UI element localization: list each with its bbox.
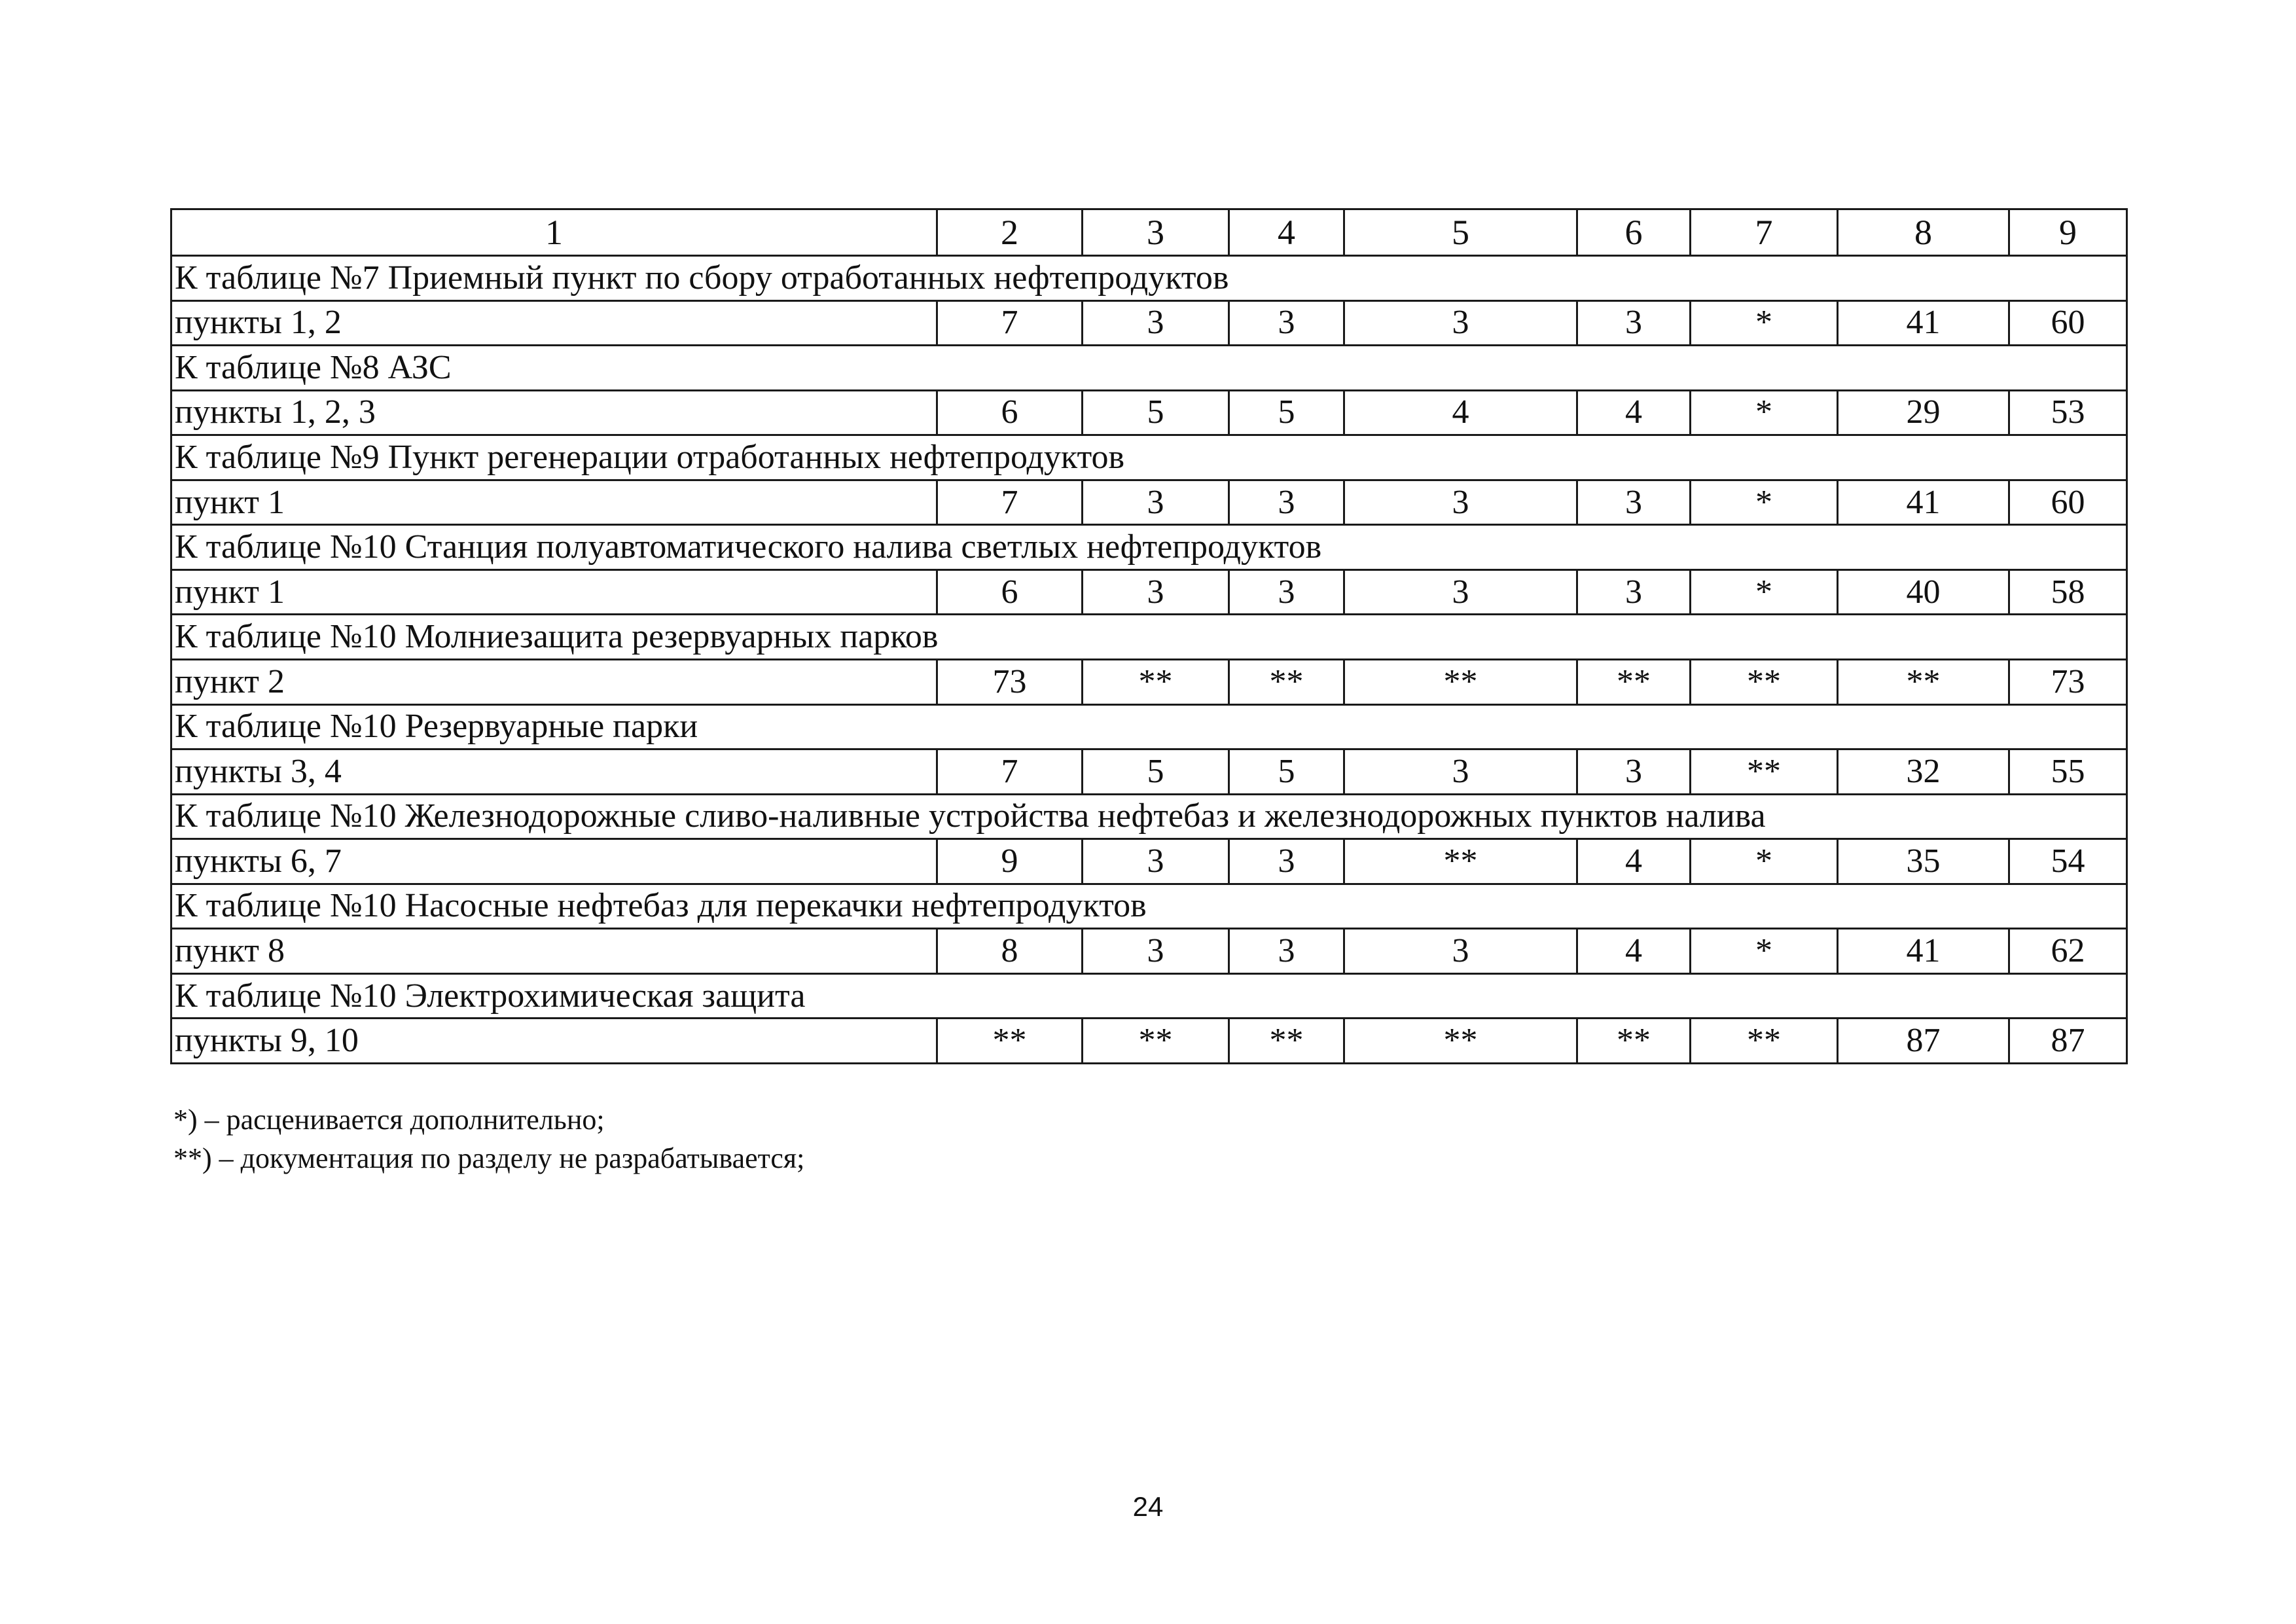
table-cell: 41 bbox=[1838, 300, 2009, 346]
row-label: пункты 6, 7 bbox=[171, 839, 937, 884]
table-cell: ** bbox=[1577, 1019, 1691, 1064]
section-title: К таблице №10 Резервуарные парки bbox=[171, 704, 2127, 749]
footnote-one-star: *) – расценивается дополнительно; bbox=[173, 1104, 605, 1136]
section-title-row bbox=[171, 704, 2127, 749]
column-header: 6 bbox=[1577, 209, 1691, 256]
table-cell: ** bbox=[1344, 1019, 1577, 1064]
table-cell: ** bbox=[937, 1019, 1083, 1064]
table-cell: 8 bbox=[937, 929, 1083, 974]
table-row bbox=[171, 300, 2127, 346]
column-header: 8 bbox=[1838, 209, 2009, 256]
table-cell: 5 bbox=[1229, 749, 1344, 795]
row-label: пункт 1 bbox=[171, 480, 937, 525]
table-cell: * bbox=[1691, 300, 1838, 346]
table-cell: 3 bbox=[1344, 749, 1577, 795]
table-cell: ** bbox=[1577, 659, 1691, 704]
table-cell: * bbox=[1691, 839, 1838, 884]
table-cell: 4 bbox=[1344, 390, 1577, 435]
table-cell: 60 bbox=[2009, 300, 2127, 346]
table-header-row bbox=[171, 209, 2127, 256]
row-label: пункт 1 bbox=[171, 569, 937, 615]
column-header: 1 bbox=[171, 209, 937, 256]
table-cell: 3 bbox=[1083, 839, 1229, 884]
section-title: К таблице №8 АЗС bbox=[171, 346, 2127, 391]
table-cell: * bbox=[1691, 929, 1838, 974]
column-header: 3 bbox=[1083, 209, 1229, 256]
table-cell: 3 bbox=[1229, 929, 1344, 974]
table-cell: 3 bbox=[1083, 480, 1229, 525]
table-cell: 87 bbox=[1838, 1019, 2009, 1064]
section-title-row bbox=[171, 256, 2127, 301]
table-cell: 6 bbox=[937, 390, 1083, 435]
section-title-row bbox=[171, 794, 2127, 839]
table-cell: 3 bbox=[1083, 300, 1229, 346]
table-cell: 7 bbox=[937, 300, 1083, 346]
table-cell: 29 bbox=[1838, 390, 2009, 435]
table-cell: 3 bbox=[1344, 929, 1577, 974]
table-cell: 41 bbox=[1838, 480, 2009, 525]
table-cell: 73 bbox=[2009, 659, 2127, 704]
table-cell: 3 bbox=[1577, 480, 1691, 525]
table-row bbox=[171, 749, 2127, 795]
table-cell: 4 bbox=[1577, 839, 1691, 884]
table-cell: 3 bbox=[1229, 839, 1344, 884]
table-cell: 5 bbox=[1083, 749, 1229, 795]
table-cell: ** bbox=[1229, 1019, 1344, 1064]
section-title-row bbox=[171, 884, 2127, 929]
data-table bbox=[170, 208, 2128, 1064]
page-number: 24 bbox=[1132, 1491, 1164, 1522]
table-row bbox=[171, 929, 2127, 974]
column-header: 9 bbox=[2009, 209, 2127, 256]
table-cell: 3 bbox=[1083, 569, 1229, 615]
table-cell: 3 bbox=[1577, 300, 1691, 346]
table-cell: ** bbox=[1344, 839, 1577, 884]
table-cell: 41 bbox=[1838, 929, 2009, 974]
table-cell: 9 bbox=[937, 839, 1083, 884]
table-row bbox=[171, 480, 2127, 525]
table-cell: ** bbox=[1083, 1019, 1229, 1064]
section-title: К таблице №10 Электрохимическая защита bbox=[171, 973, 2127, 1019]
section-title: К таблице №10 Станция полуавтоматического налива светлых нефтепродуктов bbox=[171, 525, 2127, 570]
table-cell: 7 bbox=[937, 480, 1083, 525]
table-cell: 3 bbox=[1083, 929, 1229, 974]
table-cell: 60 bbox=[2009, 480, 2127, 525]
table-row bbox=[171, 1019, 2127, 1064]
table-cell: 7 bbox=[937, 749, 1083, 795]
row-label: пункты 3, 4 bbox=[171, 749, 937, 795]
column-header: 5 bbox=[1344, 209, 1577, 256]
section-title: К таблице №9 Пункт регенерации отработанных нефтепродуктов bbox=[171, 435, 2127, 480]
table-cell: 55 bbox=[2009, 749, 2127, 795]
table-cell: 3 bbox=[1344, 480, 1577, 525]
table-cell: 87 bbox=[2009, 1019, 2127, 1064]
table-row bbox=[171, 569, 2127, 615]
table-cell: 3 bbox=[1344, 569, 1577, 615]
table-cell: 4 bbox=[1577, 390, 1691, 435]
table-cell: ** bbox=[1691, 749, 1838, 795]
table-cell: 6 bbox=[937, 569, 1083, 615]
section-title: К таблице №10 Железнодорожные сливо-наливные устройства нефтебаз и железнодорожных пунктов налива bbox=[171, 794, 2127, 839]
column-header: 7 bbox=[1691, 209, 1838, 256]
table-cell: ** bbox=[1083, 659, 1229, 704]
table-cell: ** bbox=[1838, 659, 2009, 704]
table-cell: 3 bbox=[1229, 300, 1344, 346]
table-cell: ** bbox=[1229, 659, 1344, 704]
table-cell: ** bbox=[1691, 659, 1838, 704]
table-cell: ** bbox=[1691, 1019, 1838, 1064]
table-row bbox=[171, 390, 2127, 435]
table-cell: 62 bbox=[2009, 929, 2127, 974]
section-title: К таблице №10 Молниезащита резервуарных парков bbox=[171, 615, 2127, 660]
row-label: пункт 2 bbox=[171, 659, 937, 704]
table-cell: * bbox=[1691, 569, 1838, 615]
section-title: К таблице №7 Приемный пункт по сбору отработанных нефтепродуктов bbox=[171, 256, 2127, 301]
table-cell: * bbox=[1691, 480, 1838, 525]
section-title-row bbox=[171, 973, 2127, 1019]
section-title-row bbox=[171, 346, 2127, 391]
table-cell: 58 bbox=[2009, 569, 2127, 615]
section-title-row bbox=[171, 525, 2127, 570]
column-header: 2 bbox=[937, 209, 1083, 256]
table-cell: 3 bbox=[1577, 749, 1691, 795]
column-header: 4 bbox=[1229, 209, 1344, 256]
section-title-row bbox=[171, 615, 2127, 660]
table-cell: 3 bbox=[1229, 569, 1344, 615]
table-cell: 53 bbox=[2009, 390, 2127, 435]
row-label: пункт 8 bbox=[171, 929, 937, 974]
row-label: пункты 1, 2 bbox=[171, 300, 937, 346]
table-cell: 5 bbox=[1229, 390, 1344, 435]
table-cell: 40 bbox=[1838, 569, 2009, 615]
table-row bbox=[171, 659, 2127, 704]
footnote-two-star: **) – документация по разделу не разрабатывается; bbox=[173, 1142, 805, 1174]
section-title-row bbox=[171, 435, 2127, 480]
table-cell: 54 bbox=[2009, 839, 2127, 884]
table-cell: 5 bbox=[1083, 390, 1229, 435]
table-cell: 4 bbox=[1577, 929, 1691, 974]
table-cell: 32 bbox=[1838, 749, 2009, 795]
table-cell: 73 bbox=[937, 659, 1083, 704]
row-label: пункты 1, 2, 3 bbox=[171, 390, 937, 435]
table-cell: 3 bbox=[1344, 300, 1577, 346]
section-title: К таблице №10 Насосные нефтебаз для перекачки нефтепродуктов bbox=[171, 884, 2127, 929]
table-cell: ** bbox=[1344, 659, 1577, 704]
row-label: пункты 9, 10 bbox=[171, 1019, 937, 1064]
table-cell: * bbox=[1691, 390, 1838, 435]
table-row bbox=[171, 839, 2127, 884]
table-cell: 35 bbox=[1838, 839, 2009, 884]
table-cell: 3 bbox=[1577, 569, 1691, 615]
table-cell: 3 bbox=[1229, 480, 1344, 525]
